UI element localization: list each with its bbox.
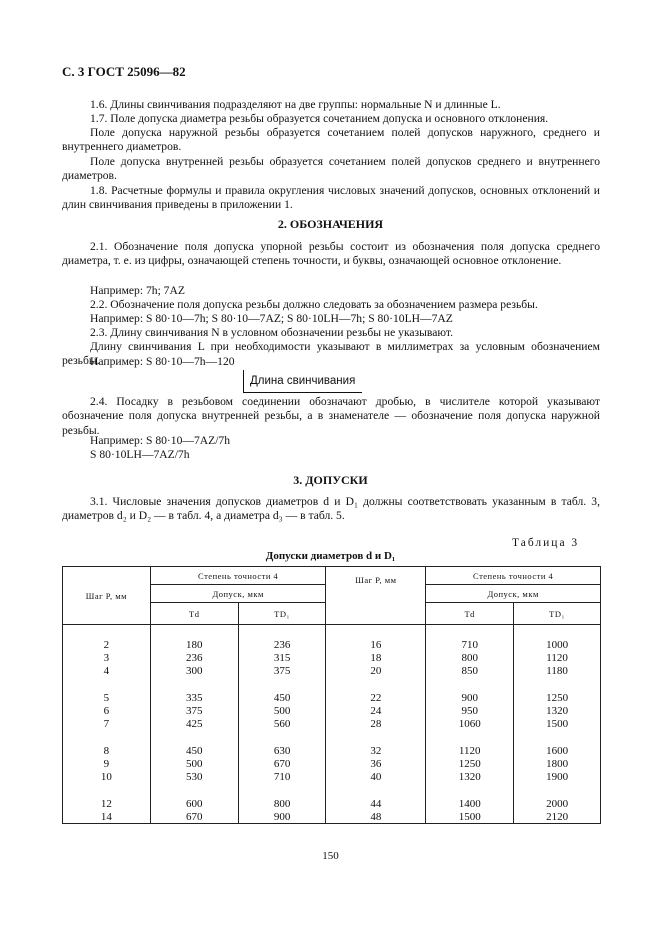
table-cell: 1250 <box>426 757 514 770</box>
table-cell: 710 <box>426 638 514 651</box>
table-cell: 800 <box>238 797 326 810</box>
group-spacer <box>63 783 601 797</box>
paragraph-1-7-inner: Поле допуска внутренней резьбы образуется сочетанием полей допусков среднего и внутреннего диаметров. <box>62 155 600 183</box>
table-cell: 1500 <box>426 810 514 824</box>
table-cell: 5 <box>63 691 151 704</box>
table-cell: 16 <box>326 638 426 651</box>
table-cell: 300 <box>150 664 238 677</box>
table-cell: 1120 <box>514 651 601 664</box>
group-spacer <box>63 730 601 744</box>
table-cell: 1500 <box>514 717 601 730</box>
example-2-4a: Например: S 80·10—7AZ/7h <box>90 434 231 447</box>
table-cell: 1180 <box>514 664 601 677</box>
table-cell: 24 <box>326 704 426 717</box>
table-cell: 12 <box>63 797 151 810</box>
table-cell: 6 <box>63 704 151 717</box>
table-cell: 1000 <box>514 638 601 651</box>
table-cell: 7 <box>63 717 151 730</box>
paragraph-1-7: 1.7. Поле допуска диаметра резьбы образуется сочетанием допуска и основного отклонения. <box>90 112 549 125</box>
table-cell: 14 <box>63 810 151 824</box>
table-cell: 335 <box>150 691 238 704</box>
table-cell: 1800 <box>514 757 601 770</box>
col-grade-left: Степень точности 4 <box>150 567 326 585</box>
paragraph-2-3-length: Длину свинчивания L при необходимости указывают в миллиметрах за условным обозначением резьбы. <box>62 340 600 368</box>
table-label: Таблица 3 <box>512 537 580 549</box>
table-cell: 900 <box>238 810 326 824</box>
table-row <box>63 810 601 824</box>
table-cell: 670 <box>150 810 238 824</box>
paragraph-2-1: 2.1. Обозначение поля допуска упорной резьбы состоит из обозначения поля допуска среднего диаметра, т. е. из цифры, означающей степень точности, и буквы, означающей основное отклонение. <box>62 240 600 268</box>
table-row <box>63 770 601 783</box>
table-cell: 800 <box>426 651 514 664</box>
table-cell: 375 <box>238 664 326 677</box>
table-cell: 500 <box>238 704 326 717</box>
table-row <box>63 664 601 677</box>
table-cell: 1120 <box>426 744 514 757</box>
table-cell: 180 <box>150 638 238 651</box>
col-tol-left: Допуск, мкм <box>150 585 326 603</box>
example-2-2: Например: S 80·10—7h; S 80·10—7AZ; S 80·10LH—7h; S 80·10LH—7AZ <box>90 312 453 325</box>
page-header: С. 3 ГОСТ 25096—82 <box>62 64 186 79</box>
col-step-right: Шаг P, мм <box>326 567 426 625</box>
page-number: 150 <box>322 850 339 862</box>
table-cell: 1060 <box>426 717 514 730</box>
table-cell: 3 <box>63 651 151 664</box>
paragraph-2-3: 2.3. Длину свинчивания N в условном обозначении резьбы не указывают. <box>90 326 453 339</box>
paragraph-3-1: 3.1. Числовые значения допусков диаметров d и D₁ должны соответствовать указанным в табл. 3, диаметров d₂ и D₂ — в табл. 4, а диаметра d₃ — в табл. 5. <box>62 495 600 523</box>
table-cell: 1250 <box>514 691 601 704</box>
table-cell: 425 <box>150 717 238 730</box>
table-cell: 1900 <box>514 770 601 783</box>
col-grade-right: Степень точности 4 <box>426 567 601 585</box>
length-label: Длина свинчивания <box>250 375 356 387</box>
paragraph-1-7-outer: Поле допуска наружной резьбы образуется сочетанием полей допусков наружного, среднего и внутреннего диаметров. <box>62 126 600 154</box>
group-spacer <box>63 677 601 691</box>
table-cell: 900 <box>426 691 514 704</box>
table-cell: 48 <box>326 810 426 824</box>
table-cell: 18 <box>326 651 426 664</box>
example-2-1: Например: 7h; 7AZ <box>90 284 185 297</box>
table-body <box>63 638 601 824</box>
paragraph-1-8: 1.8. Расчетные формулы и правила округления числовых значений допусков, основных отклонений и длин свинчивания приведены в приложении 1. <box>62 184 600 212</box>
table-row <box>63 704 601 717</box>
example-2-3: Например: S 80·10—7h—120 <box>90 355 235 368</box>
table-row <box>63 797 601 810</box>
col-td-left: Td <box>150 603 238 625</box>
col-step-left: Шаг P, мм <box>63 567 151 625</box>
col-tD1-right: TD₁ <box>514 603 601 625</box>
table-cell: 236 <box>238 638 326 651</box>
table-cell: 2 <box>63 638 151 651</box>
table-cell: 10 <box>63 770 151 783</box>
table-row <box>63 717 601 730</box>
table-cell: 1600 <box>514 744 601 757</box>
table-row <box>63 651 601 664</box>
table-cell: 315 <box>238 651 326 664</box>
table-cell: 1400 <box>426 797 514 810</box>
col-tol-right: Допуск, мкм <box>426 585 601 603</box>
table-cell: 630 <box>238 744 326 757</box>
table-row <box>63 757 601 770</box>
table-cell: 450 <box>150 744 238 757</box>
table-cell: 1320 <box>514 704 601 717</box>
table-cell: 40 <box>326 770 426 783</box>
table-cell: 2120 <box>514 810 601 824</box>
paragraph-2-2: 2.2. Обозначение поля допуска резьбы должно следовать за обозначением размера резьбы. <box>90 298 538 311</box>
table-cell: 36 <box>326 757 426 770</box>
tolerance-table <box>62 566 601 824</box>
table-cell: 450 <box>238 691 326 704</box>
table-cell: 375 <box>150 704 238 717</box>
section-2-title: 2. ОБОЗНАЧЕНИЯ <box>277 217 384 231</box>
paragraph-1-6: 1.6. Длины свинчивания подразделяют на две группы: нормальные N и длинные L. <box>90 98 501 111</box>
table-cell: 4 <box>63 664 151 677</box>
table-cell: 28 <box>326 717 426 730</box>
table-cell: 8 <box>63 744 151 757</box>
paragraph-2-4: 2.4. Посадку в резьбовом соединении обозначают дробью, в числителе которой указывают обозначение поля допуска внутренней резьбы, а в знаменателе — обозначение поля допуска наружной резьбы. <box>62 395 600 437</box>
table-cell: 22 <box>326 691 426 704</box>
table-row <box>63 691 601 704</box>
table-cell: 850 <box>426 664 514 677</box>
table-cell: 32 <box>326 744 426 757</box>
table-cell: 20 <box>326 664 426 677</box>
col-tD1-left: TD₁ <box>238 603 326 625</box>
col-td-right: Td <box>426 603 514 625</box>
table-cell: 500 <box>150 757 238 770</box>
table-row <box>63 638 601 651</box>
table-cell: 44 <box>326 797 426 810</box>
section-3-title: 3. ДОПУСКИ <box>293 473 368 487</box>
example-2-4b: S 80·10LH—7AZ/7h <box>90 448 190 461</box>
table-cell: 2000 <box>514 797 601 810</box>
table-cell: 560 <box>238 717 326 730</box>
table-cell: 710 <box>238 770 326 783</box>
table-cell: 950 <box>426 704 514 717</box>
table-cell: 670 <box>238 757 326 770</box>
table-row <box>63 744 601 757</box>
table-cell: 9 <box>63 757 151 770</box>
table-cell: 530 <box>150 770 238 783</box>
table-cell: 600 <box>150 797 238 810</box>
table-cell: 236 <box>150 651 238 664</box>
table-caption: Допуски диаметров d и D₁ <box>265 550 396 562</box>
table-cell: 1320 <box>426 770 514 783</box>
